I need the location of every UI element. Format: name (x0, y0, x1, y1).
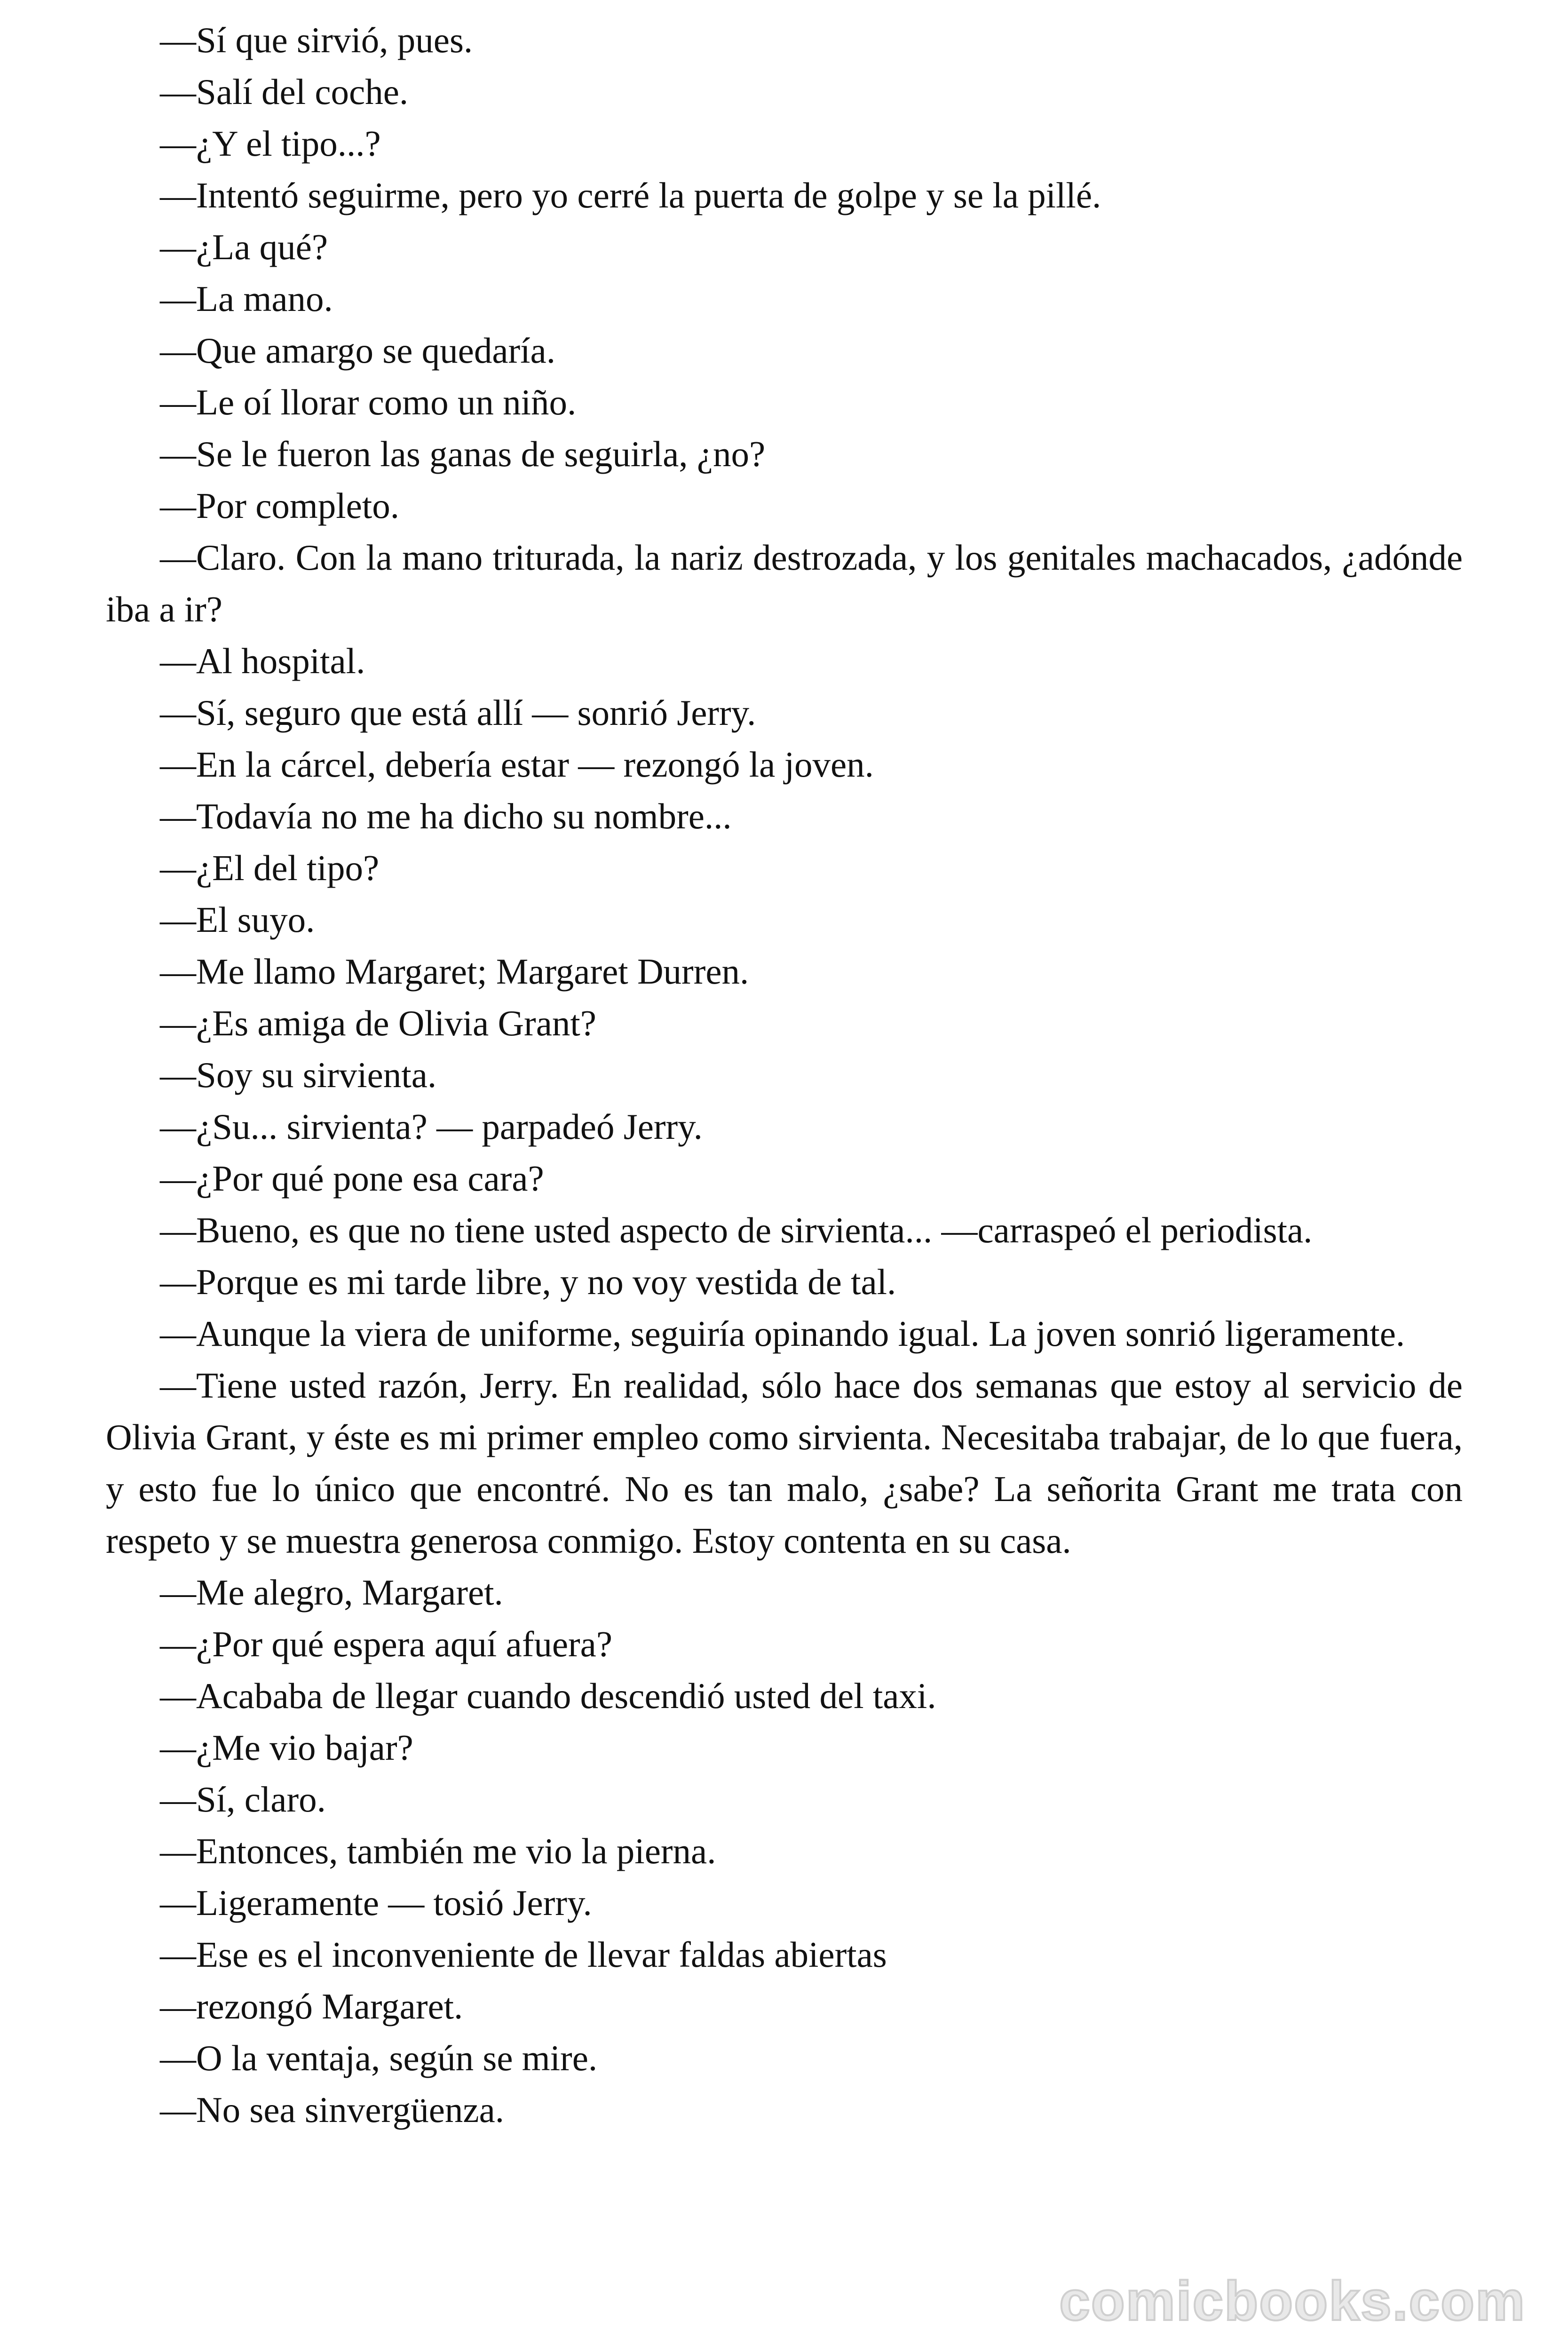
paragraph: —Me alegro, Margaret. (160, 1572, 503, 1613)
paragraph: —Que amargo se quedaría. (160, 330, 555, 371)
paragraph: —¿Me vio bajar? (160, 1727, 413, 1768)
body-text (106, 14, 1463, 2136)
paragraph: —rezongó Margaret. (160, 1986, 463, 2026)
paragraph: —¿Su... sirvienta? — parpadeó Jerry. (160, 1106, 703, 1147)
paragraph: —¿Por qué espera aquí afuera? (160, 1624, 613, 1664)
paragraph: —Bueno, es que no tiene usted aspecto de sirvienta... —carraspeó el periodista. (160, 1210, 1313, 1250)
paragraph: —Ligeramente — tosió Jerry. (160, 1883, 592, 1923)
paragraph: —Intentó seguirme, pero yo cerré la puerta de golpe y se la pillé. (160, 175, 1101, 215)
paragraph: —¿Es amiga de Olivia Grant? (160, 1003, 596, 1043)
paragraph: —¿El del tipo? (160, 848, 380, 888)
paragraph: —El suyo. (160, 899, 315, 940)
paragraph: —Porque es mi tarde libre, y no voy vestida de tal. (160, 1262, 896, 1302)
paragraph: —Soy su sirvienta. (160, 1055, 437, 1095)
paragraph: —Sí, seguro que está allí — sonrió Jerry. (160, 692, 756, 733)
paragraph: —Claro. Con la mano triturada, la nariz destrozada, y los genitales machacados, ¿adónde iba a ir? (106, 537, 1463, 629)
paragraph: —Al hospital. (160, 641, 365, 681)
paragraph: —En la cárcel, debería estar — rezongó la joven. (160, 744, 874, 785)
paragraph: —La mano. (160, 278, 333, 319)
paragraph: —Acababa de llegar cuando descendió usted del taxi. (160, 1676, 936, 1716)
paragraph: —Se le fueron las ganas de seguirla, ¿no? (160, 434, 766, 474)
paragraph: —No sea sinvergüenza. (160, 2090, 504, 2130)
paragraph: —Ese es el inconveniente de llevar faldas abiertas (160, 1934, 887, 1975)
paragraph: —Sí, claro. (160, 1779, 326, 1820)
paragraph: —Por completo. (160, 485, 399, 526)
paragraph: —¿Por qué pone esa cara? (160, 1158, 544, 1199)
paragraph: —¿Y el tipo...? (160, 123, 381, 164)
paragraph: —¿La qué? (160, 227, 328, 267)
paragraph: —Aunque la viera de uniforme, seguiría opinando igual. La joven sonrió ligeramente. (160, 1313, 1405, 1354)
paragraph: —Entonces, también me vio la pierna. (160, 1831, 716, 1871)
paragraph: —Todavía no me ha dicho su nombre... (160, 796, 732, 836)
paragraph: —Tiene usted razón, Jerry. En realidad, sólo hace dos semanas que estoy al servicio de Olivia Grant, y éste es mi primer empleo como sirvienta. Necesitaba trabajar, de lo que fuera, y esto fue lo único que encontré. No es tan malo, ¿sabe? La señorita Grant me trata con respeto y se muestra generosa conmigo. Estoy contenta en su casa. (106, 1365, 1463, 1561)
paragraph: —Le oí llorar como un niño. (160, 382, 577, 422)
watermark: comicbooks.com (1059, 2270, 1526, 2332)
paragraph: —Salí del coche. (160, 72, 409, 112)
paragraph: —Sí que sirvió, pues. (160, 20, 473, 60)
paragraph: —O la ventaja, según se mire. (160, 2038, 598, 2078)
paragraph: —Me llamo Margaret; Margaret Durren. (160, 951, 749, 992)
